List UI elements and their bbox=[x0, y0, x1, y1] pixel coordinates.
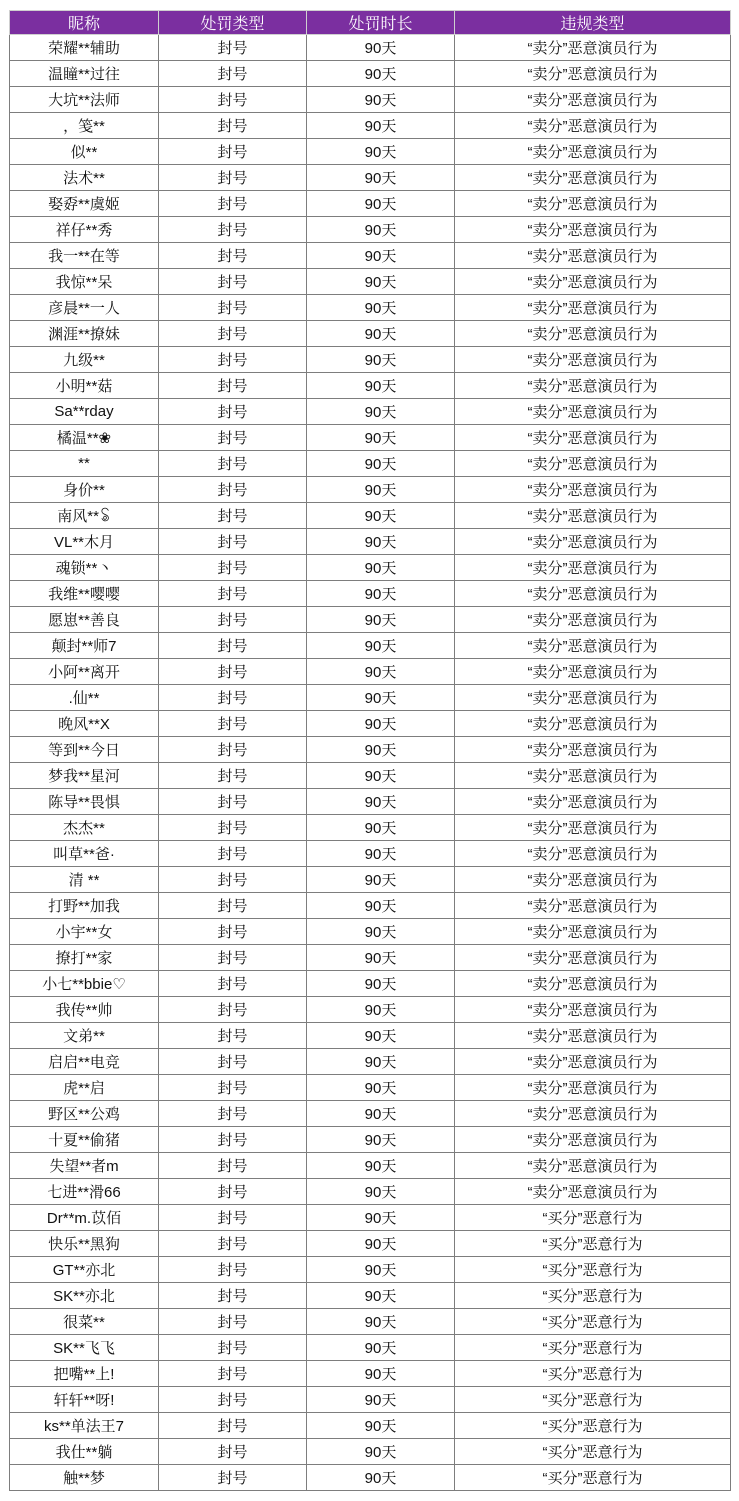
table-row bbox=[10, 685, 731, 711]
table-row bbox=[10, 1465, 731, 1491]
cell-penalty-type: 封号 bbox=[159, 815, 307, 841]
cell-penalty-type: 封号 bbox=[159, 269, 307, 295]
cell-nickname: 快乐**黑狗 bbox=[10, 1231, 159, 1257]
cell-penalty-duration: 90天 bbox=[307, 1257, 455, 1283]
cell-penalty-duration: 90天 bbox=[307, 893, 455, 919]
penalty-table-container bbox=[9, 10, 731, 1491]
cell-penalty-duration: 90天 bbox=[307, 581, 455, 607]
cell-nickname: ks**单法王7 bbox=[10, 1413, 159, 1439]
table-row bbox=[10, 295, 731, 321]
cell-penalty-duration: 90天 bbox=[307, 1387, 455, 1413]
cell-penalty-duration: 90天 bbox=[307, 659, 455, 685]
table-row bbox=[10, 711, 731, 737]
cell-nickname: 轩轩**呀! bbox=[10, 1387, 159, 1413]
cell-nickname: ** bbox=[10, 451, 159, 477]
cell-violation-type: “买分”恶意行为 bbox=[455, 1465, 731, 1491]
cell-violation-type: “卖分”恶意演员行为 bbox=[455, 217, 731, 243]
cell-violation-type: “卖分”恶意演员行为 bbox=[455, 139, 731, 165]
table-row bbox=[10, 347, 731, 373]
cell-penalty-duration: 90天 bbox=[307, 607, 455, 633]
cell-penalty-duration: 90天 bbox=[307, 243, 455, 269]
cell-penalty-type: 封号 bbox=[159, 737, 307, 763]
cell-penalty-duration: 90天 bbox=[307, 945, 455, 971]
table-row bbox=[10, 1387, 731, 1413]
cell-violation-type: “卖分”恶意演员行为 bbox=[455, 1153, 731, 1179]
table-row bbox=[10, 581, 731, 607]
cell-penalty-type: 封号 bbox=[159, 1439, 307, 1465]
table-row bbox=[10, 399, 731, 425]
table-row bbox=[10, 243, 731, 269]
cell-violation-type: “卖分”恶意演员行为 bbox=[455, 269, 731, 295]
cell-violation-type: “卖分”恶意演员行为 bbox=[455, 1023, 731, 1049]
cell-penalty-duration: 90天 bbox=[307, 1439, 455, 1465]
cell-penalty-duration: 90天 bbox=[307, 1361, 455, 1387]
cell-violation-type: “买分”恶意行为 bbox=[455, 1387, 731, 1413]
cell-nickname: 很菜** bbox=[10, 1309, 159, 1335]
cell-violation-type: “卖分”恶意演员行为 bbox=[455, 737, 731, 763]
table-row bbox=[10, 789, 731, 815]
cell-nickname: 我维**嘤嘤 bbox=[10, 581, 159, 607]
cell-violation-type: “卖分”恶意演员行为 bbox=[455, 763, 731, 789]
cell-nickname: VL**木月 bbox=[10, 529, 159, 555]
table-row bbox=[10, 139, 731, 165]
cell-nickname: 晚风**X bbox=[10, 711, 159, 737]
cell-violation-type: “卖分”恶意演员行为 bbox=[455, 451, 731, 477]
cell-violation-type: “买分”恶意行为 bbox=[455, 1231, 731, 1257]
cell-penalty-duration: 90天 bbox=[307, 425, 455, 451]
cell-violation-type: “卖分”恶意演员行为 bbox=[455, 477, 731, 503]
cell-violation-type: “卖分”恶意演员行为 bbox=[455, 87, 731, 113]
cell-violation-type: “卖分”恶意演员行为 bbox=[455, 1101, 731, 1127]
cell-penalty-type: 封号 bbox=[159, 347, 307, 373]
cell-penalty-type: 封号 bbox=[159, 1231, 307, 1257]
table-row bbox=[10, 1335, 731, 1361]
cell-penalty-duration: 90天 bbox=[307, 347, 455, 373]
cell-penalty-type: 封号 bbox=[159, 971, 307, 997]
cell-nickname: 橘温**❀ bbox=[10, 425, 159, 451]
cell-nickname: SK**飞飞 bbox=[10, 1335, 159, 1361]
cell-penalty-type: 封号 bbox=[159, 1023, 307, 1049]
table-row bbox=[10, 451, 731, 477]
cell-penalty-duration: 90天 bbox=[307, 113, 455, 139]
table-row bbox=[10, 1413, 731, 1439]
cell-violation-type: “卖分”恶意演员行为 bbox=[455, 503, 731, 529]
cell-nickname: GT**亦北 bbox=[10, 1257, 159, 1283]
table-row bbox=[10, 165, 731, 191]
cell-penalty-type: 封号 bbox=[159, 867, 307, 893]
table-row bbox=[10, 1309, 731, 1335]
cell-penalty-duration: 90天 bbox=[307, 1283, 455, 1309]
cell-penalty-type: 封号 bbox=[159, 217, 307, 243]
cell-penalty-duration: 90天 bbox=[307, 1231, 455, 1257]
cell-violation-type: “买分”恶意行为 bbox=[455, 1439, 731, 1465]
cell-nickname: 南风**ꂢ bbox=[10, 503, 159, 529]
cell-nickname: 撩打**家 bbox=[10, 945, 159, 971]
cell-penalty-duration: 90天 bbox=[307, 555, 455, 581]
cell-penalty-type: 封号 bbox=[159, 685, 307, 711]
cell-penalty-duration: 90天 bbox=[307, 451, 455, 477]
cell-nickname: 渊涯**撩妹 bbox=[10, 321, 159, 347]
cell-penalty-type: 封号 bbox=[159, 139, 307, 165]
header-nickname: 昵称 bbox=[10, 11, 159, 35]
table-row bbox=[10, 1257, 731, 1283]
cell-nickname: 文弟** bbox=[10, 1023, 159, 1049]
cell-nickname: .仙** bbox=[10, 685, 159, 711]
cell-penalty-type: 封号 bbox=[159, 1205, 307, 1231]
table-row bbox=[10, 737, 731, 763]
cell-nickname: 梦我**星河 bbox=[10, 763, 159, 789]
table-row bbox=[10, 841, 731, 867]
cell-violation-type: “卖分”恶意演员行为 bbox=[455, 61, 731, 87]
cell-penalty-type: 封号 bbox=[159, 451, 307, 477]
cell-violation-type: “卖分”恶意演员行为 bbox=[455, 945, 731, 971]
cell-nickname: 杰杰** bbox=[10, 815, 159, 841]
cell-penalty-duration: 90天 bbox=[307, 269, 455, 295]
cell-penalty-type: 封号 bbox=[159, 1049, 307, 1075]
cell-penalty-duration: 90天 bbox=[307, 1205, 455, 1231]
cell-violation-type: “卖分”恶意演员行为 bbox=[455, 321, 731, 347]
table-row bbox=[10, 1361, 731, 1387]
cell-penalty-type: 封号 bbox=[159, 763, 307, 789]
table-row bbox=[10, 373, 731, 399]
cell-penalty-duration: 90天 bbox=[307, 997, 455, 1023]
cell-nickname: Dr**m.苡佰 bbox=[10, 1205, 159, 1231]
cell-violation-type: “卖分”恶意演员行为 bbox=[455, 633, 731, 659]
cell-nickname: 我仕**躺 bbox=[10, 1439, 159, 1465]
cell-nickname: SK**亦北 bbox=[10, 1283, 159, 1309]
cell-penalty-duration: 90天 bbox=[307, 1049, 455, 1075]
cell-violation-type: “卖分”恶意演员行为 bbox=[455, 893, 731, 919]
cell-penalty-duration: 90天 bbox=[307, 971, 455, 997]
table-row bbox=[10, 997, 731, 1023]
cell-nickname: 我惊**呆 bbox=[10, 269, 159, 295]
cell-penalty-type: 封号 bbox=[159, 633, 307, 659]
table-row bbox=[10, 191, 731, 217]
table-row bbox=[10, 633, 731, 659]
cell-penalty-type: 封号 bbox=[159, 295, 307, 321]
cell-penalty-type: 封号 bbox=[159, 35, 307, 61]
cell-violation-type: “卖分”恶意演员行为 bbox=[455, 685, 731, 711]
cell-nickname: 等到**今日 bbox=[10, 737, 159, 763]
table-row bbox=[10, 1023, 731, 1049]
cell-violation-type: “卖分”恶意演员行为 bbox=[455, 529, 731, 555]
cell-violation-type: “买分”恶意行为 bbox=[455, 1413, 731, 1439]
cell-nickname: Sa**rday bbox=[10, 399, 159, 425]
cell-violation-type: “买分”恶意行为 bbox=[455, 1361, 731, 1387]
cell-penalty-type: 封号 bbox=[159, 425, 307, 451]
cell-nickname: 法术** bbox=[10, 165, 159, 191]
cell-nickname: 七进**滑66 bbox=[10, 1179, 159, 1205]
table-row bbox=[10, 945, 731, 971]
cell-penalty-duration: 90天 bbox=[307, 1101, 455, 1127]
cell-nickname: 触**梦 bbox=[10, 1465, 159, 1491]
cell-penalty-type: 封号 bbox=[159, 1153, 307, 1179]
cell-penalty-type: 封号 bbox=[159, 373, 307, 399]
cell-penalty-duration: 90天 bbox=[307, 1179, 455, 1205]
cell-violation-type: “买分”恶意行为 bbox=[455, 1309, 731, 1335]
cell-nickname: 愿崽**善良 bbox=[10, 607, 159, 633]
cell-violation-type: “卖分”恶意演员行为 bbox=[455, 867, 731, 893]
table-row bbox=[10, 269, 731, 295]
cell-nickname: 小七**bbie♡ bbox=[10, 971, 159, 997]
table-row bbox=[10, 1231, 731, 1257]
cell-penalty-type: 封号 bbox=[159, 87, 307, 113]
cell-penalty-type: 封号 bbox=[159, 1179, 307, 1205]
cell-nickname: 清 ** bbox=[10, 867, 159, 893]
cell-penalty-type: 封号 bbox=[159, 581, 307, 607]
cell-nickname: 我传**帅 bbox=[10, 997, 159, 1023]
table-row bbox=[10, 61, 731, 87]
cell-penalty-duration: 90天 bbox=[307, 503, 455, 529]
cell-violation-type: “买分”恶意行为 bbox=[455, 1283, 731, 1309]
table-row bbox=[10, 893, 731, 919]
table-row bbox=[10, 815, 731, 841]
cell-nickname: 大坑**法师 bbox=[10, 87, 159, 113]
cell-penalty-type: 封号 bbox=[159, 191, 307, 217]
cell-violation-type: “卖分”恶意演员行为 bbox=[455, 607, 731, 633]
cell-penalty-type: 封号 bbox=[159, 1257, 307, 1283]
cell-penalty-type: 封号 bbox=[159, 1361, 307, 1387]
cell-nickname: 打野**加我 bbox=[10, 893, 159, 919]
cell-penalty-duration: 90天 bbox=[307, 737, 455, 763]
cell-violation-type: “卖分”恶意演员行为 bbox=[455, 347, 731, 373]
cell-penalty-type: 封号 bbox=[159, 893, 307, 919]
cell-nickname: 叫草**爸· bbox=[10, 841, 159, 867]
cell-violation-type: “买分”恶意行为 bbox=[455, 1335, 731, 1361]
cell-penalty-duration: 90天 bbox=[307, 633, 455, 659]
cell-penalty-type: 封号 bbox=[159, 1101, 307, 1127]
cell-penalty-type: 封号 bbox=[159, 711, 307, 737]
cell-violation-type: “卖分”恶意演员行为 bbox=[455, 789, 731, 815]
header-violation-type: 违规类型 bbox=[455, 11, 731, 35]
cell-penalty-duration: 90天 bbox=[307, 87, 455, 113]
cell-penalty-type: 封号 bbox=[159, 997, 307, 1023]
table-row bbox=[10, 971, 731, 997]
table-row bbox=[10, 425, 731, 451]
table-row bbox=[10, 35, 731, 61]
cell-nickname: 启启**电竞 bbox=[10, 1049, 159, 1075]
cell-penalty-duration: 90天 bbox=[307, 35, 455, 61]
table-row bbox=[10, 529, 731, 555]
cell-penalty-duration: 90天 bbox=[307, 139, 455, 165]
cell-violation-type: “卖分”恶意演员行为 bbox=[455, 1049, 731, 1075]
cell-nickname: 陈导**畏惧 bbox=[10, 789, 159, 815]
cell-nickname: 身价** bbox=[10, 477, 159, 503]
cell-penalty-duration: 90天 bbox=[307, 321, 455, 347]
cell-nickname: 失望**者m bbox=[10, 1153, 159, 1179]
cell-penalty-duration: 90天 bbox=[307, 841, 455, 867]
cell-penalty-type: 封号 bbox=[159, 113, 307, 139]
table-row bbox=[10, 607, 731, 633]
cell-penalty-duration: 90天 bbox=[307, 1413, 455, 1439]
cell-nickname: 魂锁**丶 bbox=[10, 555, 159, 581]
table-row bbox=[10, 867, 731, 893]
table-row bbox=[10, 321, 731, 347]
cell-penalty-duration: 90天 bbox=[307, 789, 455, 815]
cell-nickname: 祥仔**秀 bbox=[10, 217, 159, 243]
table-row bbox=[10, 1153, 731, 1179]
header-penalty-duration: 处罚时长 bbox=[307, 11, 455, 35]
cell-nickname: 似** bbox=[10, 139, 159, 165]
cell-penalty-type: 封号 bbox=[159, 1335, 307, 1361]
cell-penalty-duration: 90天 bbox=[307, 399, 455, 425]
cell-penalty-type: 封号 bbox=[159, 607, 307, 633]
cell-penalty-type: 封号 bbox=[159, 1387, 307, 1413]
cell-penalty-type: 封号 bbox=[159, 1127, 307, 1153]
cell-nickname: 娶孬**虞姬 bbox=[10, 191, 159, 217]
cell-penalty-duration: 90天 bbox=[307, 529, 455, 555]
cell-penalty-type: 封号 bbox=[159, 399, 307, 425]
table-row bbox=[10, 217, 731, 243]
cell-violation-type: “卖分”恶意演员行为 bbox=[455, 1075, 731, 1101]
cell-nickname: 野区**公鸡 bbox=[10, 1101, 159, 1127]
cell-nickname: 小阿**离开 bbox=[10, 659, 159, 685]
cell-nickname: 虎**启 bbox=[10, 1075, 159, 1101]
cell-penalty-type: 封号 bbox=[159, 529, 307, 555]
cell-penalty-type: 封号 bbox=[159, 1465, 307, 1491]
cell-violation-type: “买分”恶意行为 bbox=[455, 1257, 731, 1283]
cell-penalty-type: 封号 bbox=[159, 1075, 307, 1101]
cell-penalty-type: 封号 bbox=[159, 477, 307, 503]
cell-violation-type: “卖分”恶意演员行为 bbox=[455, 399, 731, 425]
table-row bbox=[10, 1179, 731, 1205]
cell-violation-type: “卖分”恶意演员行为 bbox=[455, 113, 731, 139]
cell-violation-type: “卖分”恶意演员行为 bbox=[455, 1127, 731, 1153]
cell-penalty-duration: 90天 bbox=[307, 815, 455, 841]
header-row bbox=[10, 11, 731, 35]
table-row bbox=[10, 87, 731, 113]
cell-penalty-type: 封号 bbox=[159, 61, 307, 87]
cell-penalty-duration: 90天 bbox=[307, 1153, 455, 1179]
cell-violation-type: “卖分”恶意演员行为 bbox=[455, 243, 731, 269]
cell-penalty-type: 封号 bbox=[159, 321, 307, 347]
cell-penalty-duration: 90天 bbox=[307, 295, 455, 321]
cell-penalty-duration: 90天 bbox=[307, 1075, 455, 1101]
cell-nickname: 把嘴**上! bbox=[10, 1361, 159, 1387]
cell-penalty-type: 封号 bbox=[159, 503, 307, 529]
cell-violation-type: “卖分”恶意演员行为 bbox=[455, 581, 731, 607]
cell-penalty-type: 封号 bbox=[159, 841, 307, 867]
cell-nickname: 温瞳**过往 bbox=[10, 61, 159, 87]
cell-nickname: 小明**菇 bbox=[10, 373, 159, 399]
cell-penalty-duration: 90天 bbox=[307, 1309, 455, 1335]
cell-penalty-type: 封号 bbox=[159, 243, 307, 269]
cell-violation-type: “卖分”恶意演员行为 bbox=[455, 165, 731, 191]
cell-penalty-type: 封号 bbox=[159, 1309, 307, 1335]
cell-nickname: 荣耀**辅助 bbox=[10, 35, 159, 61]
cell-penalty-duration: 90天 bbox=[307, 1023, 455, 1049]
cell-penalty-duration: 90天 bbox=[307, 477, 455, 503]
table-body bbox=[10, 35, 731, 1491]
cell-penalty-duration: 90天 bbox=[307, 711, 455, 737]
cell-penalty-duration: 90天 bbox=[307, 763, 455, 789]
cell-penalty-type: 封号 bbox=[159, 555, 307, 581]
table-row bbox=[10, 477, 731, 503]
cell-penalty-type: 封号 bbox=[159, 165, 307, 191]
table-row bbox=[10, 555, 731, 581]
table-row bbox=[10, 113, 731, 139]
cell-violation-type: “卖分”恶意演员行为 bbox=[455, 971, 731, 997]
cell-penalty-type: 封号 bbox=[159, 1413, 307, 1439]
cell-penalty-duration: 90天 bbox=[307, 919, 455, 945]
cell-violation-type: “卖分”恶意演员行为 bbox=[455, 815, 731, 841]
cell-nickname: 九级** bbox=[10, 347, 159, 373]
cell-penalty-type: 封号 bbox=[159, 945, 307, 971]
cell-violation-type: “买分”恶意行为 bbox=[455, 1205, 731, 1231]
cell-nickname: 彦晨**一人 bbox=[10, 295, 159, 321]
table-row bbox=[10, 919, 731, 945]
cell-violation-type: “卖分”恶意演员行为 bbox=[455, 555, 731, 581]
cell-violation-type: “卖分”恶意演员行为 bbox=[455, 711, 731, 737]
cell-violation-type: “卖分”恶意演员行为 bbox=[455, 373, 731, 399]
table-row bbox=[10, 503, 731, 529]
cell-violation-type: “卖分”恶意演员行为 bbox=[455, 659, 731, 685]
cell-nickname: 小宇**女 bbox=[10, 919, 159, 945]
cell-violation-type: “卖分”恶意演员行为 bbox=[455, 841, 731, 867]
cell-penalty-duration: 90天 bbox=[307, 685, 455, 711]
cell-penalty-duration: 90天 bbox=[307, 867, 455, 893]
cell-nickname: 十夏**偷猪 bbox=[10, 1127, 159, 1153]
table-row bbox=[10, 1075, 731, 1101]
cell-violation-type: “卖分”恶意演员行为 bbox=[455, 919, 731, 945]
table-row bbox=[10, 1049, 731, 1075]
table-row bbox=[10, 1205, 731, 1231]
cell-penalty-type: 封号 bbox=[159, 659, 307, 685]
penalty-table bbox=[9, 10, 731, 1491]
table-row bbox=[10, 763, 731, 789]
cell-violation-type: “卖分”恶意演员行为 bbox=[455, 425, 731, 451]
table-row bbox=[10, 1283, 731, 1309]
cell-penalty-duration: 90天 bbox=[307, 1127, 455, 1153]
table-row bbox=[10, 1127, 731, 1153]
table-row bbox=[10, 1101, 731, 1127]
cell-penalty-duration: 90天 bbox=[307, 1465, 455, 1491]
cell-penalty-duration: 90天 bbox=[307, 373, 455, 399]
cell-nickname: ，笺** bbox=[10, 113, 159, 139]
cell-penalty-duration: 90天 bbox=[307, 61, 455, 87]
cell-penalty-type: 封号 bbox=[159, 919, 307, 945]
cell-nickname: 我一**在等 bbox=[10, 243, 159, 269]
cell-penalty-duration: 90天 bbox=[307, 217, 455, 243]
cell-violation-type: “卖分”恶意演员行为 bbox=[455, 295, 731, 321]
cell-violation-type: “卖分”恶意演员行为 bbox=[455, 997, 731, 1023]
table-row bbox=[10, 659, 731, 685]
cell-penalty-type: 封号 bbox=[159, 789, 307, 815]
table-row bbox=[10, 1439, 731, 1465]
header-penalty-type: 处罚类型 bbox=[159, 11, 307, 35]
cell-violation-type: “卖分”恶意演员行为 bbox=[455, 191, 731, 217]
cell-nickname: 颠封**师7 bbox=[10, 633, 159, 659]
cell-penalty-type: 封号 bbox=[159, 1283, 307, 1309]
cell-penalty-duration: 90天 bbox=[307, 191, 455, 217]
cell-penalty-duration: 90天 bbox=[307, 165, 455, 191]
cell-penalty-duration: 90天 bbox=[307, 1335, 455, 1361]
cell-violation-type: “卖分”恶意演员行为 bbox=[455, 35, 731, 61]
cell-violation-type: “卖分”恶意演员行为 bbox=[455, 1179, 731, 1205]
